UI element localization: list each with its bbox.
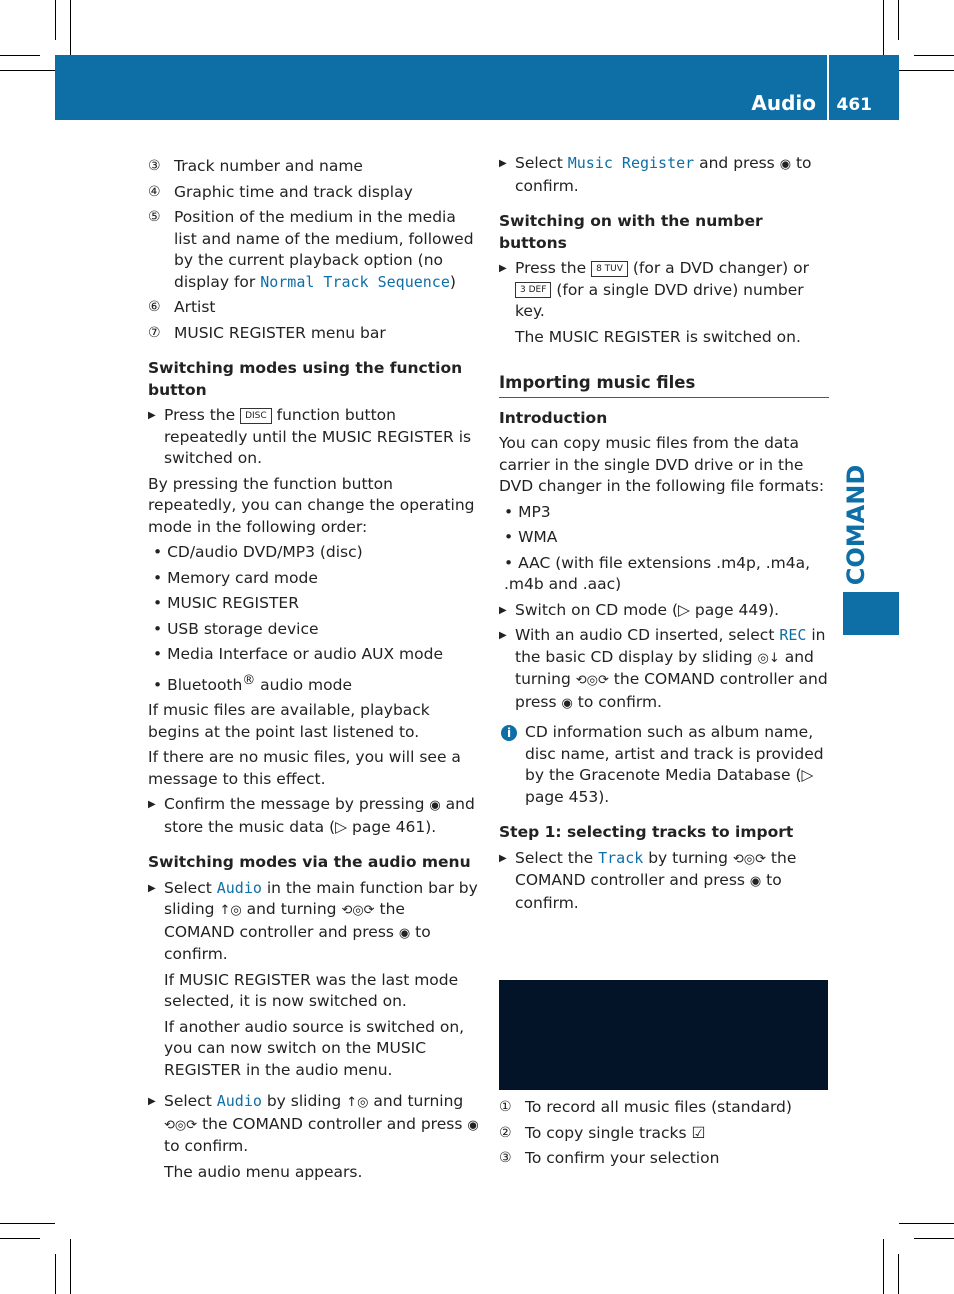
section-heading: Step 1: selecting tracks to import <box>499 823 794 841</box>
paragraph: The audio menu appears. <box>164 1162 363 1181</box>
bullet-item: • Bluetooth® audio mode <box>148 670 480 697</box>
display-term: REC <box>779 626 807 644</box>
crop-mark <box>55 0 56 40</box>
press-icon: ◉ <box>467 1117 479 1133</box>
bullet-item: • WMA <box>499 527 829 549</box>
key-3-icon: 3 DEF <box>515 282 551 298</box>
section-heading: Importing music files <box>499 372 829 398</box>
crop-mark <box>0 1223 55 1224</box>
turn-icon: ⟲◎⟳ <box>164 1117 198 1133</box>
list-item: ④ Graphic time and track display <box>148 182 413 201</box>
crop-mark <box>899 70 954 71</box>
slide-up-icon: ↑◎ <box>346 1095 369 1111</box>
comand-screen-image <box>499 980 828 1090</box>
crop-mark <box>914 1238 954 1239</box>
paragraph: By pressing the function button repeatedly, you can change the operating mode in the following order: <box>148 474 475 536</box>
press-icon: ◉ <box>749 874 762 889</box>
step: ▶ Select Audio by sliding ↑◎ and turning ⟲◎⟳ the COMAND controller and press ◉ to confirm. <box>148 1091 480 1158</box>
press-icon: ◉ <box>561 695 573 711</box>
list-item: ③ Track number and name <box>148 157 363 175</box>
press-icon: ◉ <box>779 157 792 172</box>
subsection-heading: Introduction <box>499 408 608 427</box>
press-icon: ◉ <box>398 925 411 941</box>
paragraph: If there are no music files, you will see a message to this effect. <box>148 748 461 788</box>
left-column <box>148 156 480 1183</box>
display-term: Track <box>598 848 644 867</box>
crop-mark <box>883 1239 884 1294</box>
key-8-icon: 8 TUV <box>591 261 628 277</box>
section-title: Audio <box>751 91 816 115</box>
list-item: ② To copy single tracks ☑ <box>499 1123 706 1142</box>
crop-mark <box>55 1254 56 1294</box>
header-divider <box>827 55 829 120</box>
list-item: ⑦ MUSIC REGISTER menu bar <box>148 323 386 342</box>
side-tab <box>843 592 899 635</box>
crop-mark <box>883 0 884 55</box>
bullet-item: • Media Interface or audio AUX mode <box>148 644 480 666</box>
section-heading: Switching modes via the audio menu <box>148 853 471 872</box>
list-item: ③ To confirm your selection <box>499 1149 720 1167</box>
paragraph: The MUSIC REGISTER is switched on. <box>515 327 801 346</box>
step: ▶ Select Audio in the main function bar by sliding ↑◎ and turning ⟲◎⟳ the COMAND controller and press ◉ to confirm. <box>148 878 480 966</box>
slide-up-icon: ↑◎ <box>219 903 242 919</box>
step: ▶ Press the DISC function button repeatedly until the MUSIC REGISTER is switched on. <box>148 405 480 470</box>
step: ▶ Confirm the message by pressing ◉ and store the music data (▷ page 461). <box>148 794 480 838</box>
right-column <box>499 153 829 914</box>
crop-mark <box>70 0 71 55</box>
info-note: i CD information such as album name, disc name, artist and track is provided by the Gracenote Media Database (▷ page 453). <box>499 722 829 808</box>
crop-mark <box>70 1239 71 1294</box>
crop-mark <box>898 0 899 40</box>
crop-mark <box>914 55 954 56</box>
page-number: 461 <box>836 95 872 115</box>
list-item: ① To record all music files (standard) <box>499 1098 792 1116</box>
display-term: Normal Track Sequence <box>260 272 450 291</box>
side-label: COMAND <box>842 464 870 586</box>
crop-mark <box>899 1223 954 1224</box>
step: ▶ Press the 8 TUV (for a DVD changer) or 3 DEF (for a single DVD drive) number key. <box>499 258 829 323</box>
bullet-item: • MUSIC REGISTER <box>148 593 480 615</box>
step: ▶ Select the Track by turning ⟲◎⟳ the COMAND controller and press ◉ to confirm. <box>499 848 829 915</box>
display-term: Music Register <box>567 154 695 172</box>
turn-icon: ⟲◎⟳ <box>575 673 609 688</box>
list-item: ⑤ Position of the medium in the media list and name of the medium, followed by the current playback option (no display for Normal Track Sequence) <box>148 208 474 291</box>
slide-down-icon: ◎↓ <box>757 650 780 666</box>
section-heading: Switching modes using the function button <box>148 359 463 399</box>
display-term: Audio <box>216 878 262 897</box>
step: ▶ With an audio CD inserted, select REC in the basic CD display by sliding ◎↓ and turning ⟲◎⟳ the COMAND controller and press ◉ to confirm. <box>499 625 829 714</box>
list-item: ⑥ Artist <box>148 298 216 316</box>
page-header <box>55 55 899 120</box>
crop-mark <box>898 1254 899 1294</box>
bullet-item: • Memory card mode <box>148 568 480 590</box>
bullet-item: • USB storage device <box>148 619 480 641</box>
paragraph: If another audio source is switched on, you can now switch on the MUSIC REGISTER in the audio menu. <box>164 1017 465 1079</box>
crop-mark <box>0 55 40 56</box>
step: ▶ Select Music Register and press ◉ to confirm. <box>499 153 829 197</box>
crop-mark <box>0 70 55 71</box>
press-icon: ◉ <box>429 798 441 814</box>
bullet-item: • CD/audio DVD/MP3 (disc) <box>148 542 480 564</box>
section-heading: Switching on with the number buttons <box>499 212 763 252</box>
figure-legend <box>499 1097 829 1174</box>
faded-image-area <box>499 870 828 970</box>
disc-key-icon: DISC <box>240 408 272 424</box>
turn-icon: ⟲◎⟳ <box>732 851 766 867</box>
paragraph: You can copy music files from the data carrier in the single DVD drive or in the DVD changer in the following file formats: <box>499 434 825 495</box>
step: ▶ Switch on CD mode (▷ page 449). <box>499 600 829 622</box>
display-term: Audio <box>216 1092 262 1111</box>
info-icon: i <box>501 725 517 741</box>
turn-icon: ⟲◎⟳ <box>341 903 375 919</box>
bullet-item: • MP3 <box>499 502 829 524</box>
bullet-item: • AAC (with file extensions .m4p, .m4a, .m4b and .aac) <box>499 553 829 596</box>
paragraph: If MUSIC REGISTER was the last mode selected, it is now switched on. <box>164 970 459 1011</box>
paragraph: If music files are available, playback begins at the point last listened to. <box>148 701 430 741</box>
crop-mark <box>0 1238 40 1239</box>
